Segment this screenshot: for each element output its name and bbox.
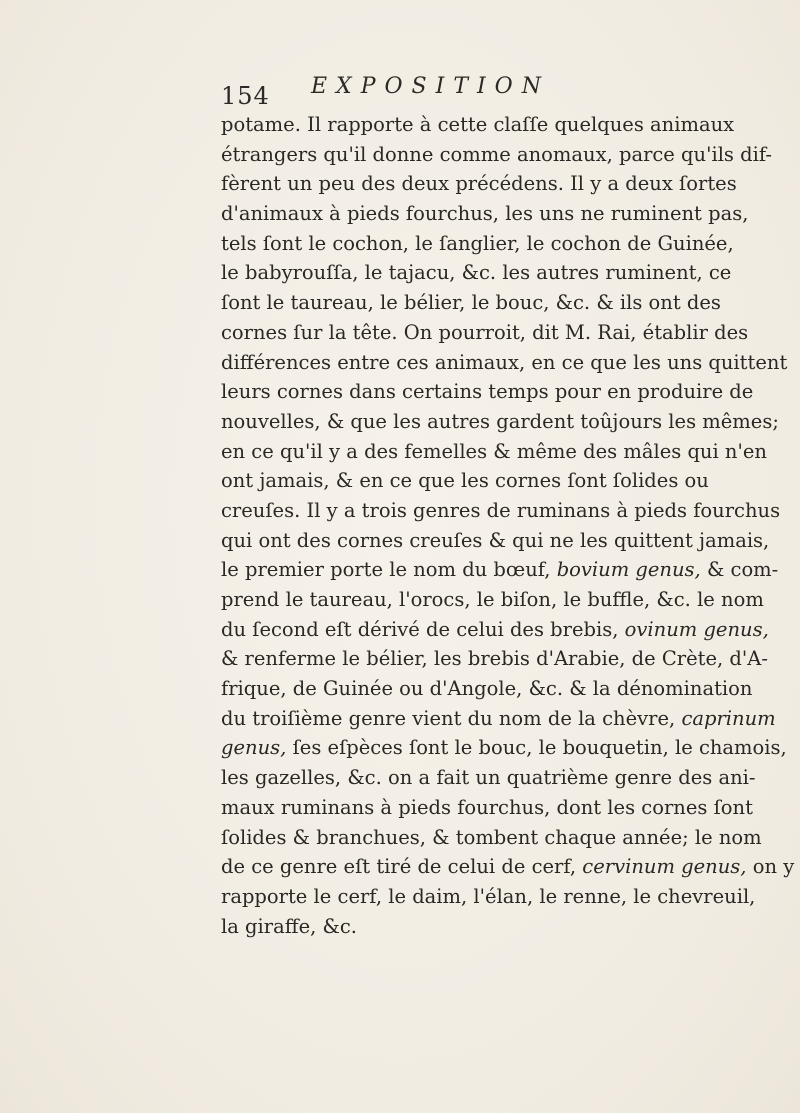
text-line: potame. Il rapporte à cette claſſe quelques animaux [221,113,735,136]
text-segment: du ſecond eſt dérivé de celui des brebis, [221,617,619,641]
text-line: différences entre ces animaux, en ce que les uns quittent [221,350,788,374]
text-line: d'animaux à pieds fourchus, les uns ne ruminent pas, [221,202,749,226]
latin-term-ovinum: ovinum genus, [624,617,769,641]
latin-term-caprinum: caprinum [681,706,776,730]
running-title: EXPOSITION [311,74,550,99]
text-line-mixed [221,615,769,645]
latin-term-bovium: bovium genus, [556,558,701,582]
text-line: cornes ſur la tête. On pourroit, dit M. Rai, établir des [221,320,749,344]
text-segment: on y [746,855,795,879]
text-segment: de ce genre eſt tiré de celui de cerf, [221,855,577,879]
text-line: nouvelles, & que les autres gardent toûjours les mêmes; [221,409,779,433]
text-line: tels ſont le cochon, le ſanglier, le cochon de Guinée, [221,231,734,255]
text-line: frique, de Guinée ou d'Angole, &c. & la dénomination [221,677,753,701]
body-text [221,110,795,941]
text-line: le babyrouſſa, le tajacu, &c. les autres ruminent, ce [221,261,732,285]
latin-term-cervinum: cervinum genus, [582,855,747,879]
latin-term-caprinum-cont: genus, [221,736,287,760]
text-segment: ſes eſpèces ſont le bouc, le bouquetin, le chamois, [292,736,787,760]
text-line-mixed [221,704,776,734]
text-line: creuſes. Il y a trois genres de ruminans à pieds fourchus [221,498,781,522]
text-line: prend le taureau, l'orocs, le biſon, le buffle, &c. le nom [221,588,764,611]
text-segment: & com- [700,558,779,582]
text-line-mixed [221,852,795,882]
text-line: maux ruminans à pieds fourchus, dont les cornes ſont [221,795,753,819]
text-line: rapporte le cerf, le daim, l'élan, le renne, le chevreuil, [221,884,756,908]
text-line: étrangers qu'il donne comme anomaux, parce qu'ils dif- [221,142,772,166]
page-header [221,74,691,114]
text-line: fèrent un peu des deux précédens. Il y a deux ſortes [221,172,737,196]
text-line: leurs cornes dans certains temps pour en produire de [221,380,754,404]
text-line: la giraffe, &c. [221,914,357,938]
text-segment: du troiſième genre vient du nom de la chèvre, [221,706,676,730]
text-line-mixed [221,733,787,763]
text-line: qui ont des cornes creuſes & qui ne les quittent jamais, [221,528,770,552]
text-line: en ce qu'il y a des femelles & même des mâles qui n'en [221,439,767,463]
text-line: & renferme le bélier, les brebis d'Arabie, de Crète, d'A- [221,647,768,671]
page-number: 154 [221,82,270,110]
text-line: les gazelles, &c. on a fait un quatrième genre des ani- [221,766,756,790]
text-line-mixed [221,555,779,585]
text-segment: le premier porte le nom du bœuf, [221,558,551,582]
text-line: ſont le taureau, le bélier, le bouc, &c. & ils ont des [221,291,721,315]
text-line: ont jamais, & en ce que les cornes ſont ſolides ou [221,469,709,493]
text-line: ſolides & branchues, & tombent chaque année; le nom [221,825,762,849]
